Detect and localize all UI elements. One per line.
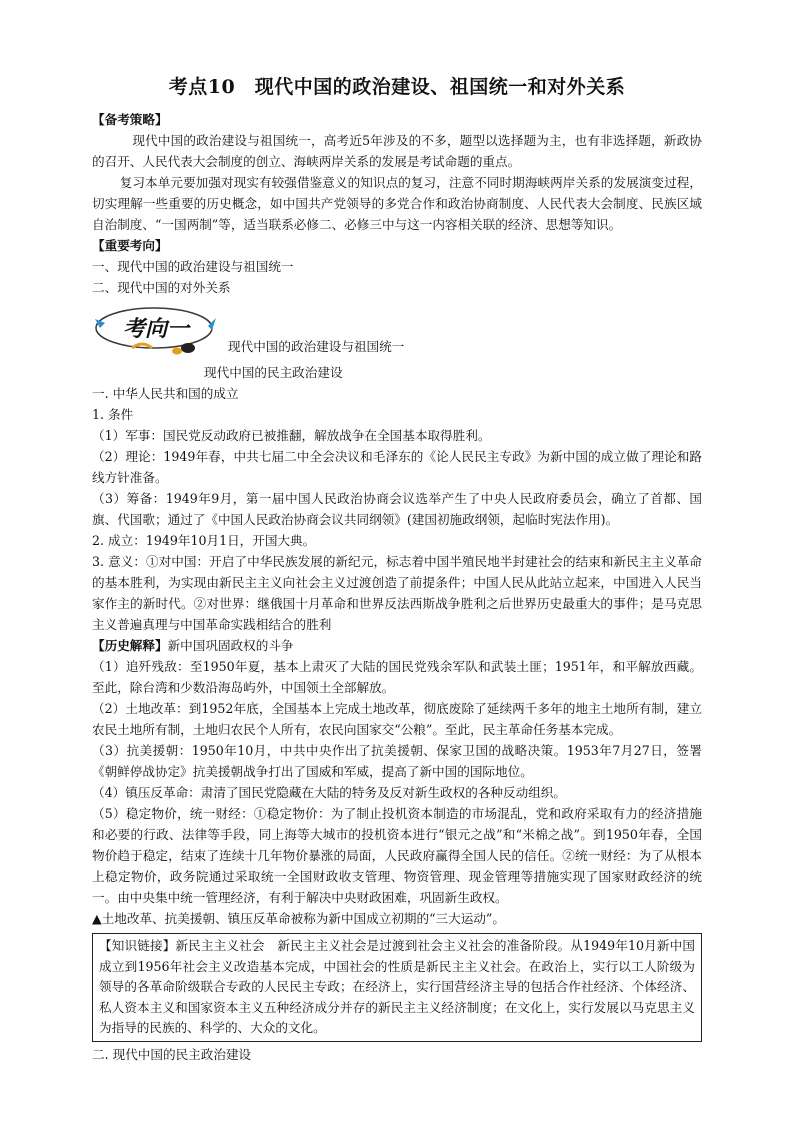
history-item-2: （2）土地改革：到1952年底，全国基本上完成土地改革，彻底废除了延续两千多年的地主土地所有制，建立农民土地所有制，土地归农民个人所有，农民向国家交“公粮”。至此，民主革命任务基本完成。 <box>92 701 702 737</box>
part1-heading: 一. 中华人民共和国的成立 <box>92 386 239 401</box>
history-item-3: （3）抗美援朝：1950年10月，中共中央作出了抗美援朝、保家卫国的战略决策。1953年7月27日，签署《朝鲜停战协定》抗美援朝战争打出了国威和军威，提高了新中国的国际地位。 <box>92 743 702 779</box>
directions-heading: 【重要考向】 <box>92 238 168 253</box>
page-title: 考点10 现代中国的政治建设、祖国统一和对外关系 <box>168 76 626 98</box>
conditions-heading: 1. 条件 <box>92 407 134 422</box>
history-item-4: （4）镇压反革命：肃清了国民党隐藏在大陆的特务及反对新生政权的各种反动组织。 <box>92 785 566 800</box>
strategy-heading: 【备考策略】 <box>92 112 168 127</box>
knowledge-link-body: 新民主主义社会 新民主主义社会是过渡到社会主义社会的准备阶段。从1949年10月新中国成立到1956年社会主义改造基本完成，中国社会的性质是新民主主义社会。在政治上，实行以工人阶级为领导的各革命阶级联合专政的人民民主专政；在经济上，实行国营经济主导的包括合作社经济、个体经济、私人资本主义和国家资本主义五种经济成分并存的新民主主义经济制度；在文化上，实行发展以马克思主义为指导的民族的、科学的、大众的文化。 <box>99 938 696 1035</box>
section-banner <box>92 304 702 362</box>
history-title: 新中国巩固政权的斗争 <box>167 638 294 653</box>
direction-item-2: 二、现代中国的对外关系 <box>92 280 231 295</box>
direction-item-1: 一、现代中国的政治建设与祖国统一 <box>92 259 294 274</box>
section-title: 现代中国的政治建设与祖国统一 <box>228 339 405 354</box>
condition-military: （1）军事：国民党反动政府已被推翻，解放战争在全国基本取得胜利。 <box>92 428 491 443</box>
history-heading: 【历史解释】 <box>92 638 168 653</box>
condition-preparation: （3）筹备：1949年9月，第一届中国人民政治协商会议选举产生了中央人民政府委员会，确立了首都、国旗、代国歌；通过了《中国人民政治协商会议共同纲领》(建国初施政纲领，起临时宪法作用)。 <box>92 491 702 527</box>
document-page <box>92 72 702 1065</box>
section-subtitle: 现代中国的民主政治建设 <box>204 365 343 380</box>
strategy-paragraph-2: 复习本单元要加强对现实有较强借鉴意义的知识点的复习，注意不同时期海峡两岸关系的发展演变过程，切实理解一些重要的历史概念，如中国共产党领导的多党合作和政治协商制度、人民代表大会制度、民族区域自治制度、“一国两制”等，适当联系必修二、必修三中与这一内容相关联的经济、思想等知识。 <box>92 175 702 232</box>
kaoxiang-logo <box>92 304 220 358</box>
significance: 3. 意义：①对中国：开启了中华民族发展的新纪元，标志着中国半殖民地半封建社会的结束和新民主主义革命的基本胜利，为实现由新民主主义向社会主义过渡创造了前提条件；中国人民从此站立起来，中国进入人民当家作主的新时代。②对世界：继俄国十月革命和世界反法西斯战争胜利之后世界历史最重大的事件；是马克思主义普遍真理与中国革命实践相结合的胜利 <box>92 554 702 632</box>
strategy-paragraph-1: 现代中国的政治建设与祖国统一，高考近5年涉及的不多，题型以选择题为主，也有非选择题，新政协的召开、人民代表大会制度的创立、海峡两岸关系的发展是考试命题的重点。 <box>92 133 702 169</box>
history-item-1: （1）追歼残敌：至1950年夏，基本上肃灭了大陆的国民党残余军队和武装土匪；1951年，和平解放西藏。至此，除台湾和少数沿海岛屿外，中国领土全部解放。 <box>92 659 702 695</box>
three-movements-note: ▲土地改革、抗美援朝、镇压反革命被称为新中国成立初期的“三大运动”。 <box>92 911 505 926</box>
knowledge-link-box <box>92 933 702 1042</box>
knowledge-link-heading: 【知识链接】 <box>99 938 176 953</box>
knowledge-link-text <box>99 936 695 1039</box>
logo-text: 考向一 <box>122 316 190 342</box>
history-item-5: （5）稳定物价，统一财经：①稳定物价：为了制止投机资本制造的市场混乱，党和政府采取有力的经济措施和必要的行政、法律等手段，同上海等大城市的投机资本进行“银元之战”和“米棉之战”。到1950年春，全国物价趋于稳定，结束了连续十几年物价暴涨的局面，人民政府赢得全国人民的信任。②统一财经：为了从根本上稳定物价，政务院通过采取统一全国财政收支管理、物资管理、现金管理等措施实现了国家财政经济的统一。由中央集中统一管理经济，有利于解决中央财政困难，巩固新生政权。 <box>92 806 702 905</box>
founding: 2. 成立：1949年10月1日，开国大典。 <box>92 533 316 548</box>
history-explanation <box>92 635 702 656</box>
condition-theory: （2）理论：1949年春，中共七届二中全会决议和毛泽东的《论人民民主专政》为新中国的成立做了理论和路线方针准备。 <box>92 449 702 485</box>
part2-heading: 二. 现代中国的民主政治建设 <box>92 1046 252 1062</box>
